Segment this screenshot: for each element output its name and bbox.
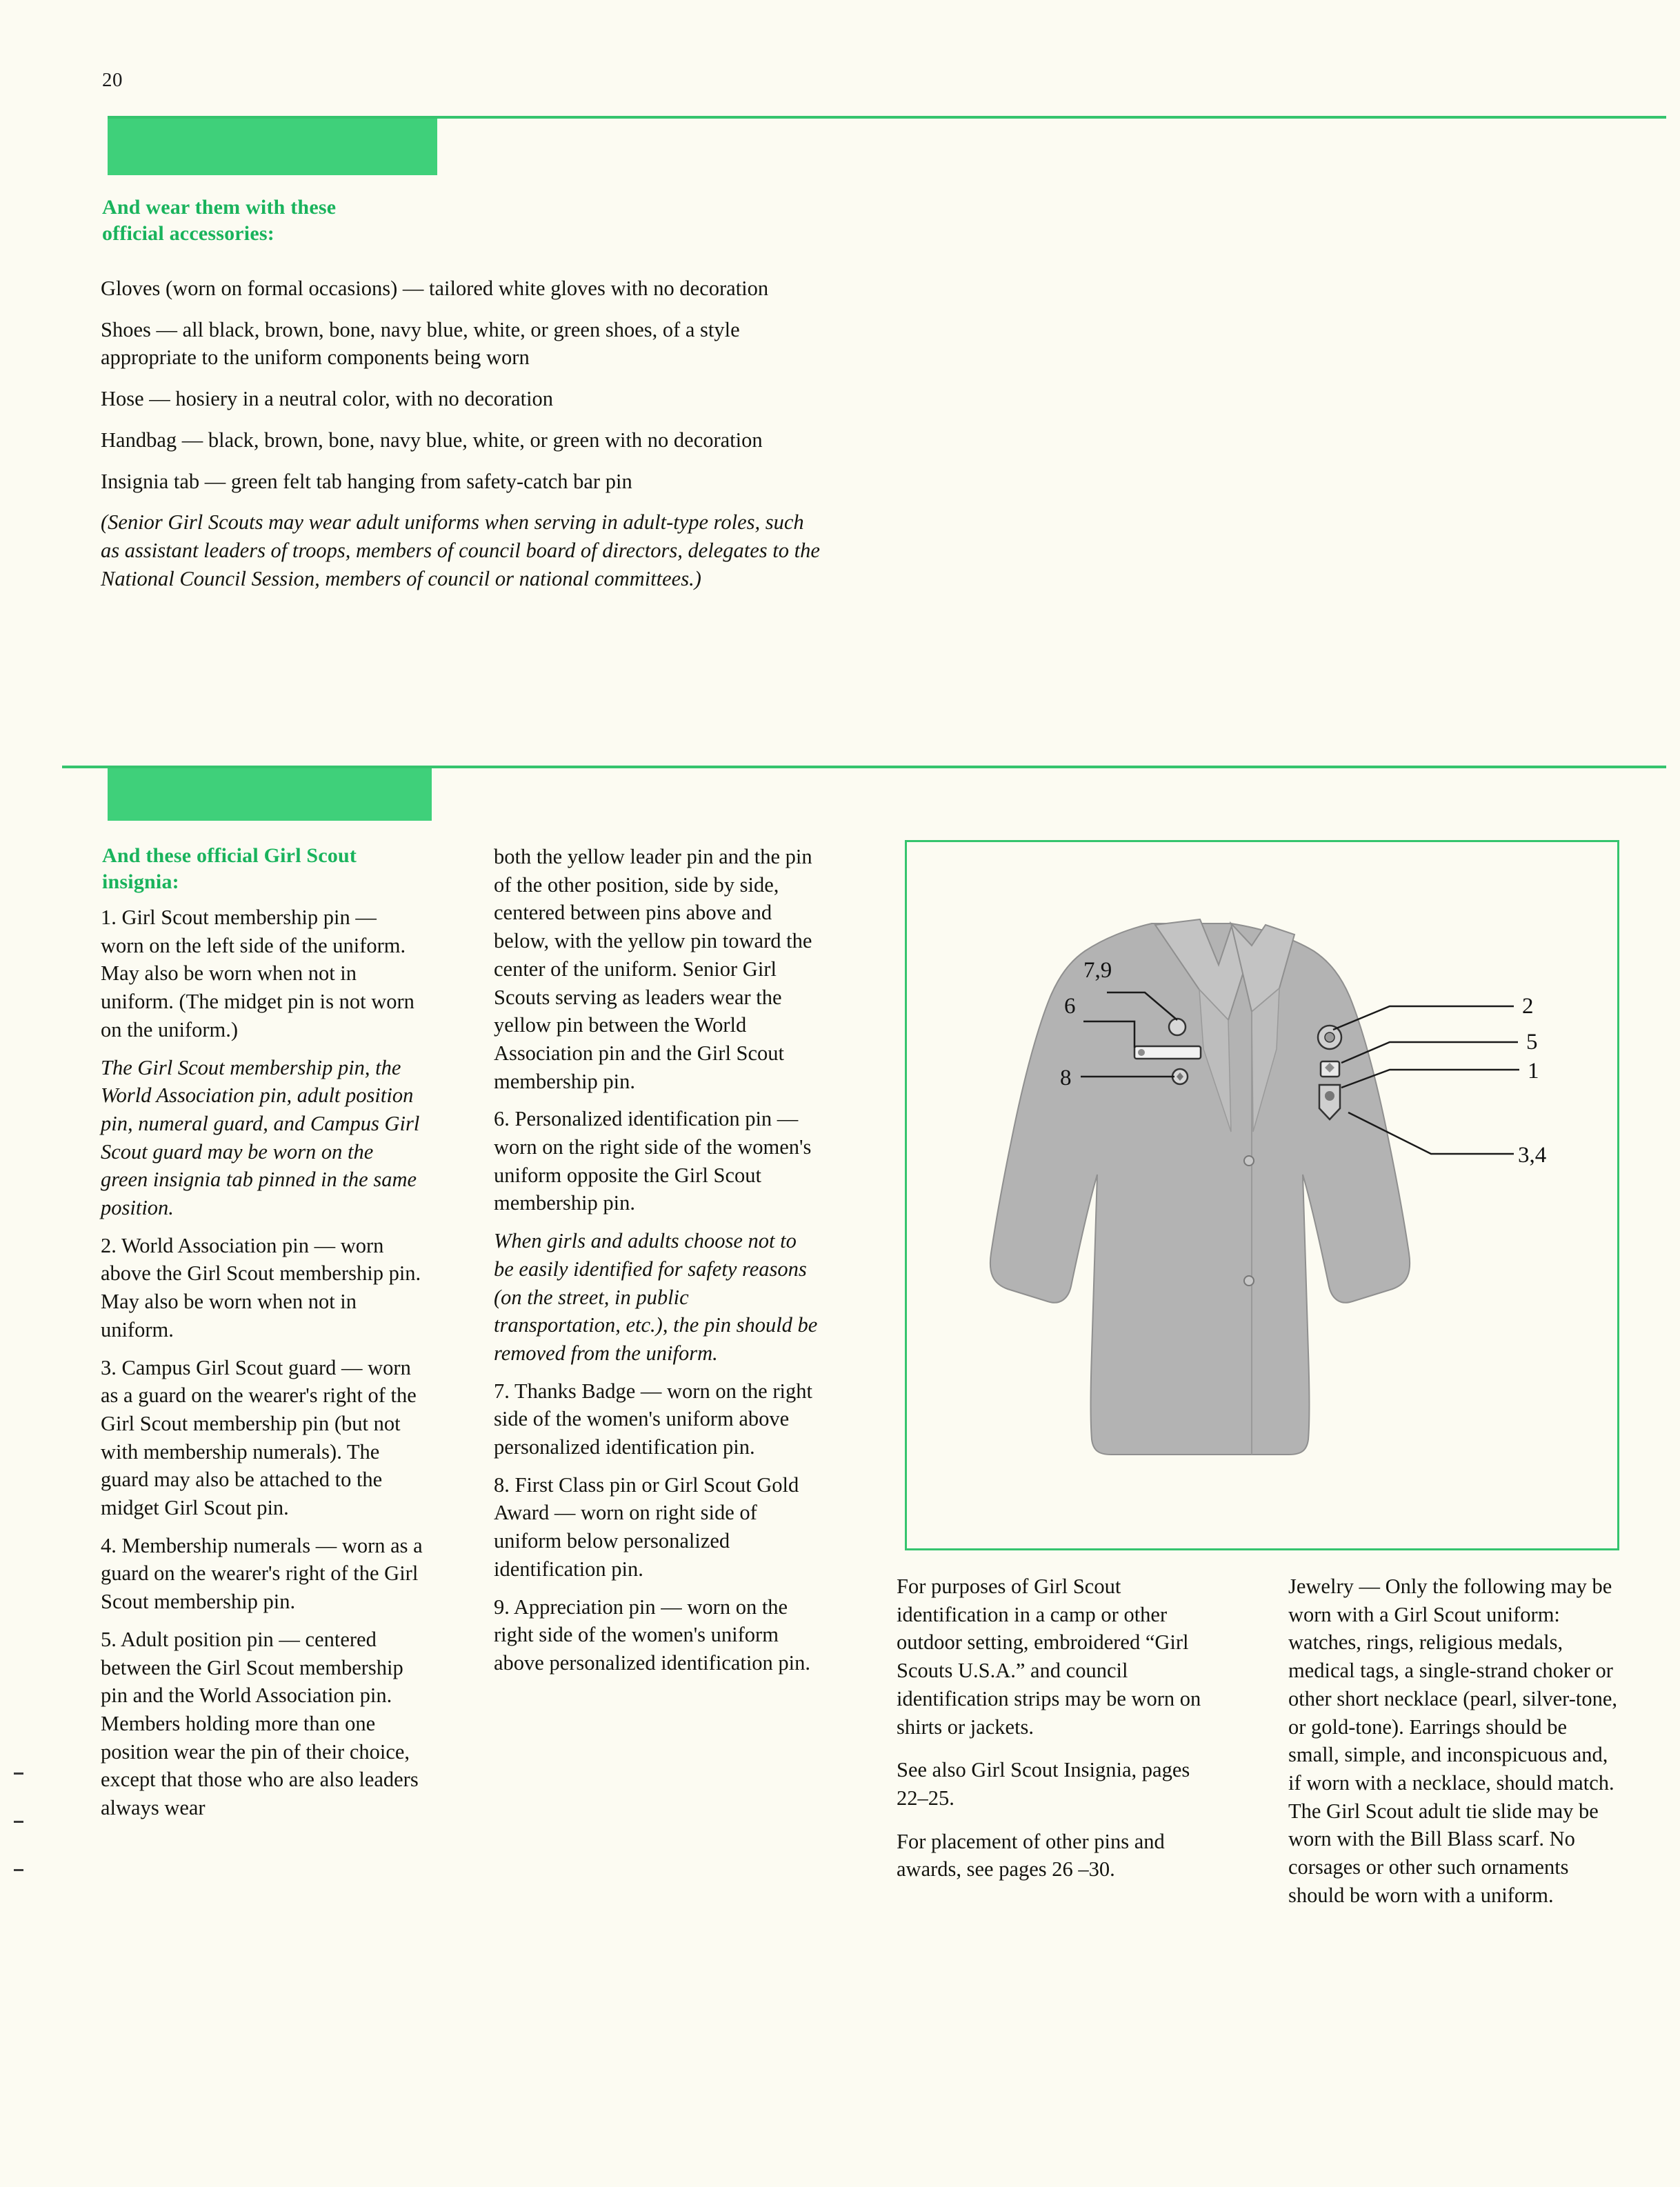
margin-tick: [14, 1821, 23, 1823]
insignia-group-right: [1318, 1026, 1341, 1119]
paragraph: 6. Personalized identification pin — worn on the right side of the women's uniform opposite the Girl Scout membership pin.: [494, 1107, 812, 1215]
paragraph: For placement of other pins and awards, see pages 26 –30.: [897, 1829, 1165, 1881]
callout-label-1: 1: [1528, 1059, 1539, 1083]
paragraph: 3. Campus Girl Scout guard — worn as a guard on the wearer's right of the Girl Scout membership pin (but not with membership numerals). The guard may also be attached to the midget Girl Scout pin.: [101, 1355, 417, 1520]
paragraph: 9. Appreciation pin — worn on the right side of the women's uniform above personalized identification pin.: [494, 1595, 811, 1675]
insignia-column-3: [897, 1572, 1210, 1899]
callout-label-2: 2: [1522, 994, 1534, 1019]
green-block-upper: [108, 119, 437, 175]
callout-label-5: 5: [1526, 1030, 1538, 1055]
green-block-lower: [108, 768, 432, 821]
uniform-jacket-figure: [907, 842, 1617, 1548]
paragraph: 5. Adult position pin — centered between the Girl Scout membership pin and the World Association pin. Members holding more than one position wear the pin of their choice, except that those who are also leaders always wear: [101, 1627, 419, 1820]
paragraph-note: (Senior Girl Scouts may wear adult uniforms when serving in adult-type roles, such as assistant leaders of troops, members of council board of directors, delegates to the National Council Session, members of council or national committees.): [101, 510, 820, 590]
section-heading-accessories: And wear them with these official accessories:: [102, 196, 337, 246]
paragraph-note: When girls and adults choose not to be easily identified for safety reasons (on the street, in public transportation, etc.), the pin should be removed from the uniform.: [494, 1229, 818, 1365]
paragraph: For purposes of Girl Scout identification in a camp or other outdoor setting, embroidered “Girl Scouts U.S.A.” and council identification strips may be worn on shirts or jackets.: [897, 1575, 1201, 1739]
paragraph: 1. Girl Scout membership pin — worn on the left side of the uniform. May also be worn when not in uniform. (The midget pin is not worn on the uniform.): [101, 906, 414, 1041]
uniform-illustration-frame: [905, 840, 1619, 1550]
page-number: 20: [102, 69, 123, 91]
callout-label-6: 6: [1064, 994, 1076, 1019]
paragraph: 7. Thanks Badge — worn on the right side of the women's uniform above personalized identification pin.: [494, 1379, 812, 1459]
callout-label-79: 7,9: [1083, 958, 1112, 983]
paragraph: Gloves (worn on formal occasions) — tailored white gloves with no decoration: [101, 277, 769, 300]
insignia-column-2: [494, 843, 818, 1687]
thanks-badge: [1169, 1019, 1186, 1035]
paragraph: 8. First Class pin or Girl Scout Gold Award — worn on right side of uniform below personalized identification pin.: [494, 1472, 799, 1581]
section-heading-insignia: And these official Girl Scout insignia:: [102, 844, 357, 894]
paragraph: both the yellow leader pin and the pin of the other position, side by side, centered between pins above and below, with the yellow pin toward the center of the uniform. Senior Girl Scouts serving as leaders wear the yellow pin between the World Association pin and the Girl Scout membership pin.: [494, 845, 812, 1093]
paragraph: Shoes — all black, brown, bone, navy blue, white, or green shoes, of a style appropriate to the uniform components being worn: [101, 317, 740, 370]
margin-tick: [14, 1772, 23, 1775]
paragraph: Jewelry — Only the following may be worn with a Girl Scout uniform: watches, rings, religious medals, medical tags, a single-strand choker or other short necklace (pearl, silver-tone, or gold-tone). Earrings should be small, simple, and inconspicuous and, if worn with a necklace, should match. The Girl Scout adult tie slide may be worn with the Bill Blass scarf. No corsages or other such ornaments should be worn with a uniform.: [1288, 1575, 1618, 1907]
paragraph-note: The Girl Scout membership pin, the World Association pin, adult position pin, numeral guard, and Campus Girl Scout guard may be worn on the green insignia tab pinned in the same position.: [101, 1055, 420, 1220]
paragraph: See also Girl Scout Insignia, pages 22–25.: [897, 1758, 1190, 1810]
insignia-column-1: [101, 903, 425, 1832]
paragraph: 4. Membership numerals — worn as a guard on the wearer's right of the Girl Scout membership pin.: [101, 1533, 423, 1614]
paragraph: 2. World Association pin — worn above the Girl Scout membership pin. May also be worn when not in uniform.: [101, 1233, 421, 1341]
margin-tick: [14, 1869, 23, 1871]
jacket-button: [1244, 1276, 1254, 1286]
callout-label-8: 8: [1060, 1066, 1072, 1090]
accessories-body: [101, 274, 821, 592]
jacket-shape: [990, 919, 1410, 1455]
paragraph: Handbag — black, brown, bone, navy blue, white, or green with no decoration: [101, 428, 763, 452]
paragraph: Insignia tab — green felt tab hanging from safety-catch bar pin: [101, 469, 632, 493]
paragraph: Hose — hosiery in a neutral color, with no decoration: [101, 387, 554, 411]
jacket-button: [1244, 1156, 1254, 1166]
insignia-column-4: [1288, 1572, 1619, 1924]
callout-label-34: 3,4: [1518, 1143, 1547, 1168]
